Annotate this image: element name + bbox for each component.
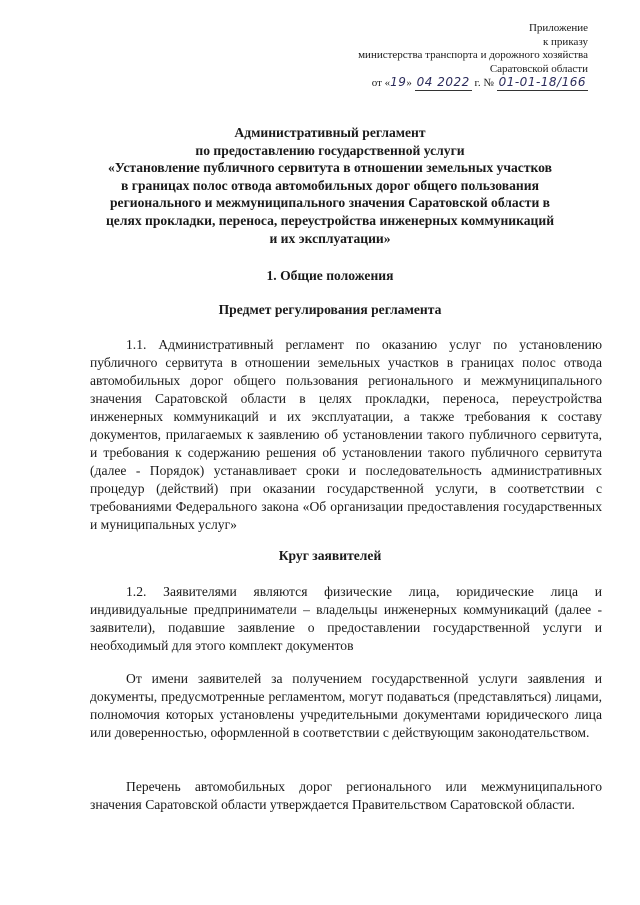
attachment-line3: министерства транспорта и дорожного хозяйства: [358, 49, 588, 61]
order-number: 01-01-18/166: [498, 75, 586, 89]
paragraph-1-2: 1.2. Заявителями являются физические лица, юридические лица и индивидуальные предприниматели – владельцы инженерных коммуникаций (далее - заявители), подавшие заявление о предоставлении государственной услуги и необходимый для этого комплект документов: [90, 584, 602, 653]
paragraph-representatives: От имени заявителей за получением государственной услуги заявления и документы, предусмотренные регламентом, могут подаваться (представляться) лицами, полномочия которых установлены учредительными документами юридического лица или доверенностью, оформленной в соответствии с действующим законодательством.: [90, 671, 602, 740]
title-line2: по предоставлению государственной услуги: [195, 142, 465, 158]
section-heading: 1. Общие положения: [266, 268, 394, 283]
date-mid: »: [406, 77, 412, 89]
attachment-line1: Приложение: [528, 22, 588, 34]
subject-heading: Предмет регулирования регламента: [218, 302, 442, 317]
paragraph-1-1: 1.1. Административный регламент по оказанию услуг по установлению публичного сервитута в отношении земельных участков в границах полос отвода автомобильных дорог общего пользования регионального и межмуниципального значения Саратовской области в целях прокладки, переноса, переустройства инженерных коммуникаций и их эксплуатации, а также требования к составу документов, прилагаемых к заявлению об установлении такого публичного сервитута, и требования к содержанию решения об установлении такого публичного сервитута (далее - Порядок) устанавливает сроки и последовательность административных процедур (действий) при оказании государственной услуги, в соответствии с требованиями Федерального закона «Об организации предоставления государственных и муниципальных услуг»: [90, 337, 602, 532]
paragraph-road-list: Перечень автомобильных дорог регионального или межмуниципального значения Саратовской области утверждается Правительством Саратовской области.: [90, 779, 602, 812]
title-line7: и их эксплуатации»: [269, 230, 391, 246]
title-line5: регионального и межмуниципального значения Саратовской области в: [109, 195, 551, 211]
date-day: 19: [390, 75, 407, 89]
date-prefix: от «: [371, 77, 391, 89]
attachment-line2: к приказу: [542, 35, 588, 48]
attachment-line4: Саратовской области: [489, 62, 588, 75]
applicants-heading: Круг заявителей: [278, 548, 382, 563]
title-line1: Административный регламент: [234, 125, 426, 140]
date-month-year: 04 2022: [416, 75, 470, 89]
document-title: [60, 124, 600, 247]
title-line6: целях прокладки, переноса, переустройства инженерных коммуникаций: [105, 212, 555, 228]
title-line3: «Установление публичного сервитута в отношении земельных участков: [108, 160, 552, 176]
attachment-date-line: [288, 76, 588, 91]
attachment-header: [288, 22, 588, 91]
title-line4: в границах полос отвода автомобильных дорог общего пользования: [121, 177, 539, 193]
number-prefix: г. №: [474, 77, 494, 89]
